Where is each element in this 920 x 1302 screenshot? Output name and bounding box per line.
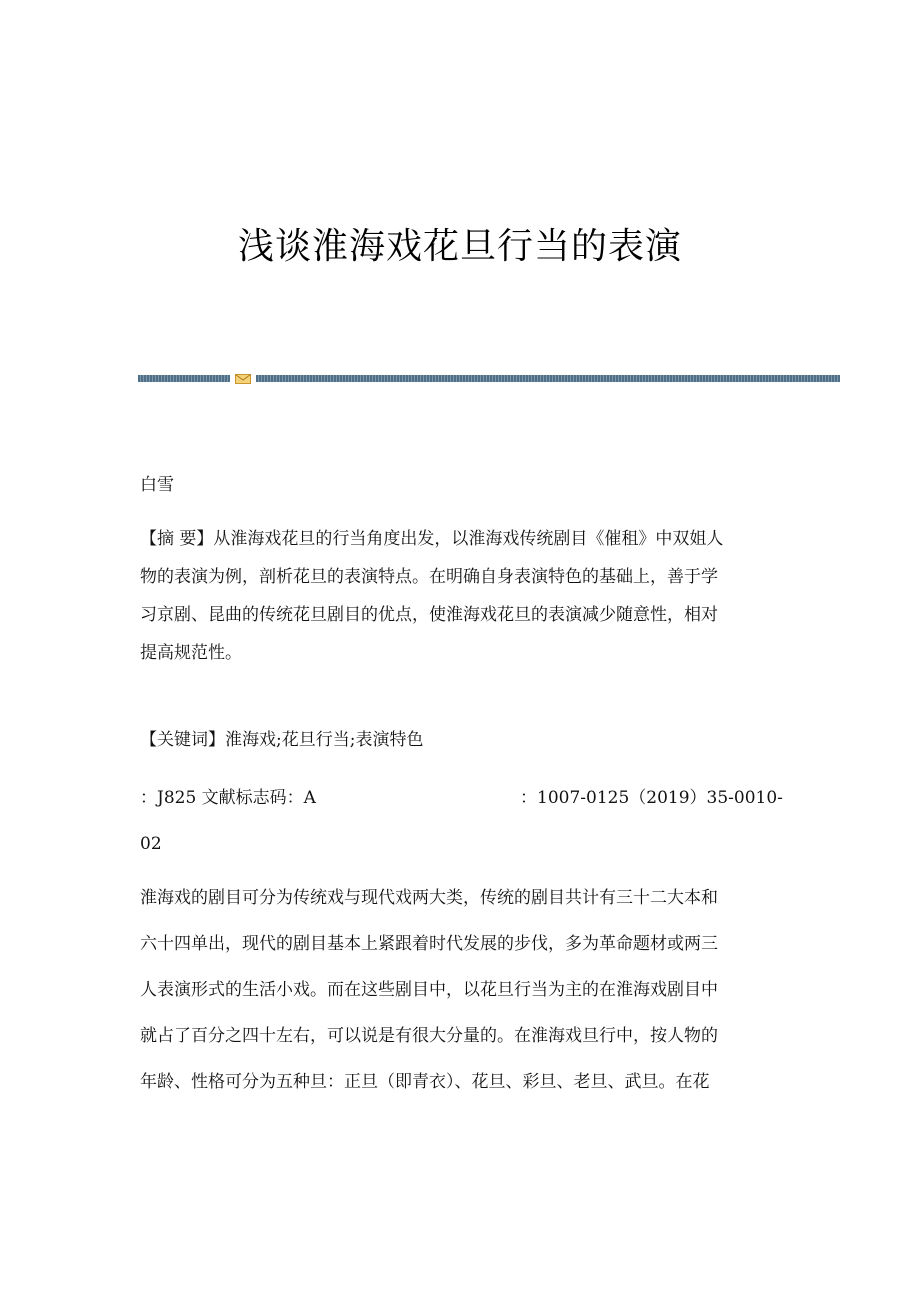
classification-left: ：J825 文献标志码：A (140, 788, 316, 808)
title-divider (138, 374, 840, 384)
keywords: 【关键词】淮海戏;花旦行当;表演特色 (140, 730, 424, 750)
body-line: 就占了百分之四十左右，可以说是有很大分量的。在淮海戏旦行中，按人物的 (140, 1026, 718, 1046)
abstract-line: 物的表演为例，剖析花旦的表演特点。在明确自身表演特色的基础上，善于学 (140, 567, 718, 587)
abstract (140, 528, 780, 664)
abstract-line: 习京剧、昆曲的传统花旦剧目的优点，使淮海戏花旦的表演减少随意性，相对 (140, 605, 718, 625)
body-line: 人表演形式的生活小戏。而在这些剧目中，以花旦行当为主的在淮海戏剧目中 (140, 980, 718, 1000)
abstract-line: 【摘 要】从淮海戏花旦的行当角度出发，以淮海戏传统剧目《催租》中双姐人 (140, 529, 724, 549)
abstract-line: 提高规范性。 (140, 643, 242, 663)
envelope-icon (235, 374, 251, 384)
classification-continued: 02 (140, 834, 162, 854)
classification-right: ：1007-0125（2019）35-0010- (520, 788, 783, 808)
body-line: 年龄、性格可分为五种旦：正旦（即青衣）、花旦、彩旦、老旦、武旦。在花 (140, 1072, 710, 1092)
body-paragraph (140, 887, 780, 1093)
author: 白雪 (140, 475, 174, 495)
divider-bar-left (138, 375, 230, 382)
divider-bar-right (256, 375, 840, 382)
document-title: 浅谈淮海戏花旦行当的表演 (237, 226, 682, 267)
body-line: 六十四单出，现代的剧目基本上紧跟着时代发展的步伐，多为革命题材或两三 (140, 934, 718, 954)
body-line: 淮海戏的剧目可分为传统戏与现代戏两大类，传统的剧目共计有三十二大本和 (140, 888, 718, 908)
